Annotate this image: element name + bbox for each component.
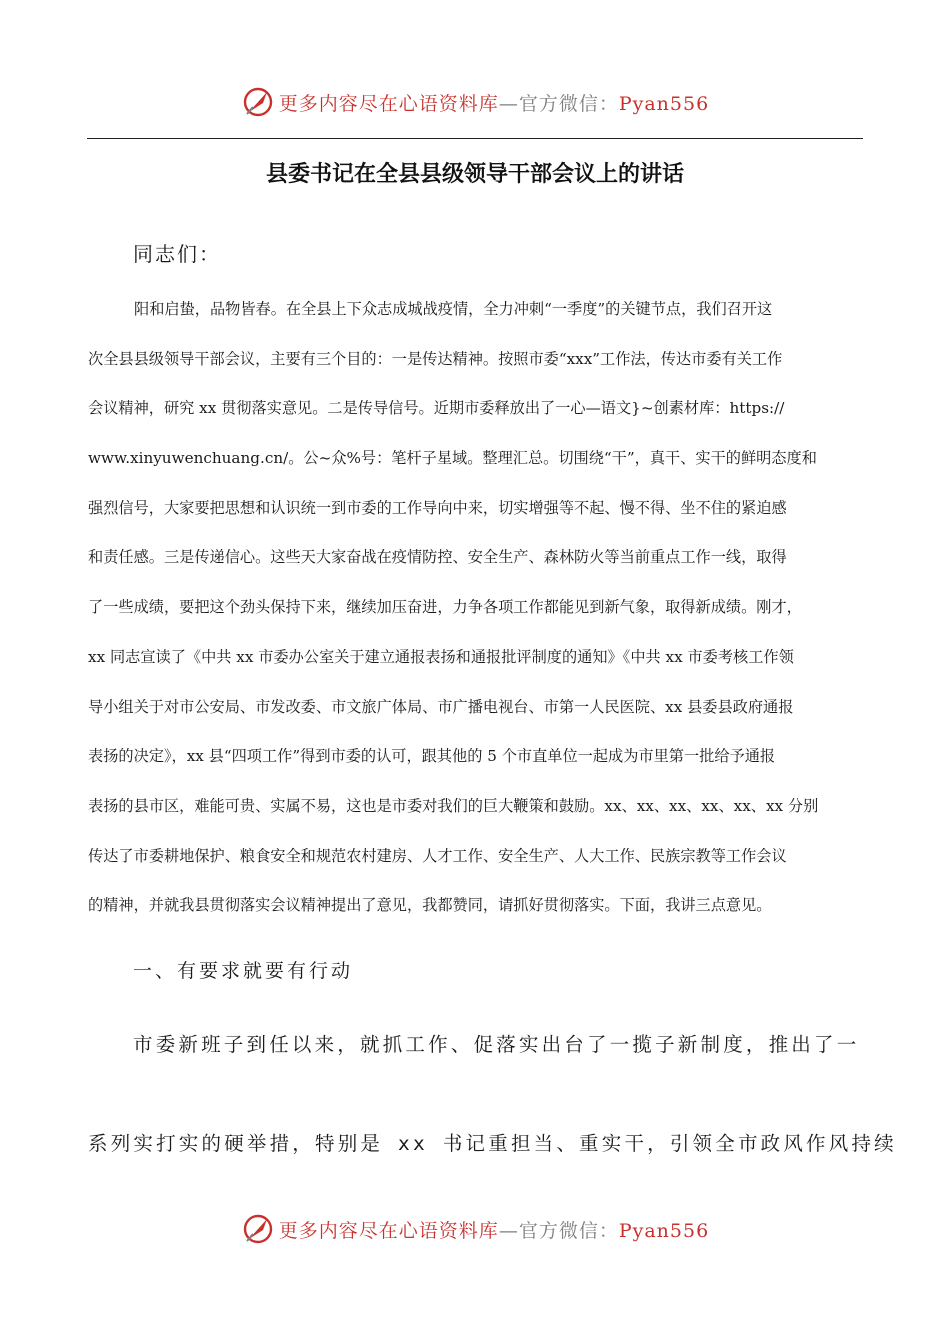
paragraph-line: 传达了市委耕地保护、粮食安全和规范农村建房、人才工作、安全生产、人大工作、民族宗教等工作会议 xyxy=(88,846,787,865)
footer-banner xyxy=(0,1209,950,1249)
banner-main-text: 更多内容尽在心语资料库 xyxy=(278,1219,499,1242)
page-title: 县委书记在全县县级领导干部会议上的讲话 xyxy=(265,162,684,187)
banner-sub-text: 官方微信： xyxy=(518,1219,619,1242)
banner-text xyxy=(279,89,709,116)
paragraph-line: 阳和启蛰，品物皆春。在全县上下众志成城战疫情，全力冲刺“一季度”的关键节点，我们召开这 xyxy=(134,300,773,318)
banner-sub-text: 官方微信： xyxy=(518,92,619,115)
paragraph-line: 表扬的决定》，xx 县“四项工作”得到市委的认可，跟其他的 5 个市直单位一起成为市里第一批给予通报 xyxy=(88,747,776,766)
header-divider xyxy=(87,138,863,139)
paragraph-line: 了一些成绩，要把这个劲头保持下来，继续加压奋进，力争各项工作都能见到新气象，取得新成绩。刚才， xyxy=(88,598,802,617)
banner-wechat-id: Pyan556 xyxy=(618,92,710,115)
salutation: 同志们： xyxy=(133,242,221,266)
header-banner xyxy=(0,82,950,122)
paragraph-line: 和责任感。三是传递信心。这些天大家奋战在疫情防控、安全生产、森林防火等当前重点工作一线，取得 xyxy=(88,548,787,567)
paragraph-line: 表扬的县市区，难能可贵、实属不易，这也是市委对我们的巨大鞭策和鼓励。xx、xx、xx、xx、xx、xx 分别 xyxy=(88,796,819,815)
banner-main-text: 更多内容尽在心语资料库 xyxy=(278,92,499,115)
banner-text xyxy=(279,1216,709,1243)
banner-dash: — xyxy=(498,92,519,115)
paragraph-line: 的精神，并就我县贯彻落实会议精神提出了意见，我都赞同，请抓好贯彻落实。下面，我讲三点意见。 xyxy=(88,896,772,915)
section-heading-1: 一、有要求就要有行动 xyxy=(133,960,354,982)
paragraph-line: 次全县县级领导干部会议，主要有三个目的：一是传达精神。按照市委“xxx”工作法，传达市委有关工作 xyxy=(88,349,783,368)
paragraph-line: 导小组关于对市公安局、市发改委、市文旅广体局、市广播电视台、市第一人民医院、xx 县委县政府通报 xyxy=(88,697,794,716)
paragraph-1 xyxy=(88,297,863,943)
paragraph-line: 会议精神，研究 xx 贯彻落实意见。二是传导信号。近期市委释放出了一心—语文}~创素材库：https:// xyxy=(88,399,785,418)
quill-pen-logo-icon xyxy=(241,1212,275,1246)
banner-dash: — xyxy=(498,1219,519,1242)
banner-wechat-id: Pyan556 xyxy=(618,1219,710,1242)
quill-pen-logo-icon xyxy=(241,85,275,119)
paragraph-2-line-2: 系列实打实的硬举措，特别是 xx 书记重担当、重实干，引领全市政风作风持续 xyxy=(88,1132,897,1155)
paragraph-line: xx 同志宣读了《中共 xx 市委办公室关于建立通报表扬和通报批评制度的通知》《中共 xx 市委考核工作领 xyxy=(88,647,794,666)
paragraph-line: www.xinyuwenchuang.cn/。公~众%号：笔杆子星域。整理汇总。切围绕“干”，真干、实干的鲜明态度和 xyxy=(88,449,817,468)
paragraph-line: 强烈信号，大家要把思想和认识统一到市委的工作导向中来，切实增强等不起、慢不得、坐不住的紧迫感 xyxy=(88,498,787,517)
paragraph-2-line-1: 市委新班子到任以来，就抓工作、促落实出台了一揽子新制度，推出了一 xyxy=(133,1033,860,1056)
